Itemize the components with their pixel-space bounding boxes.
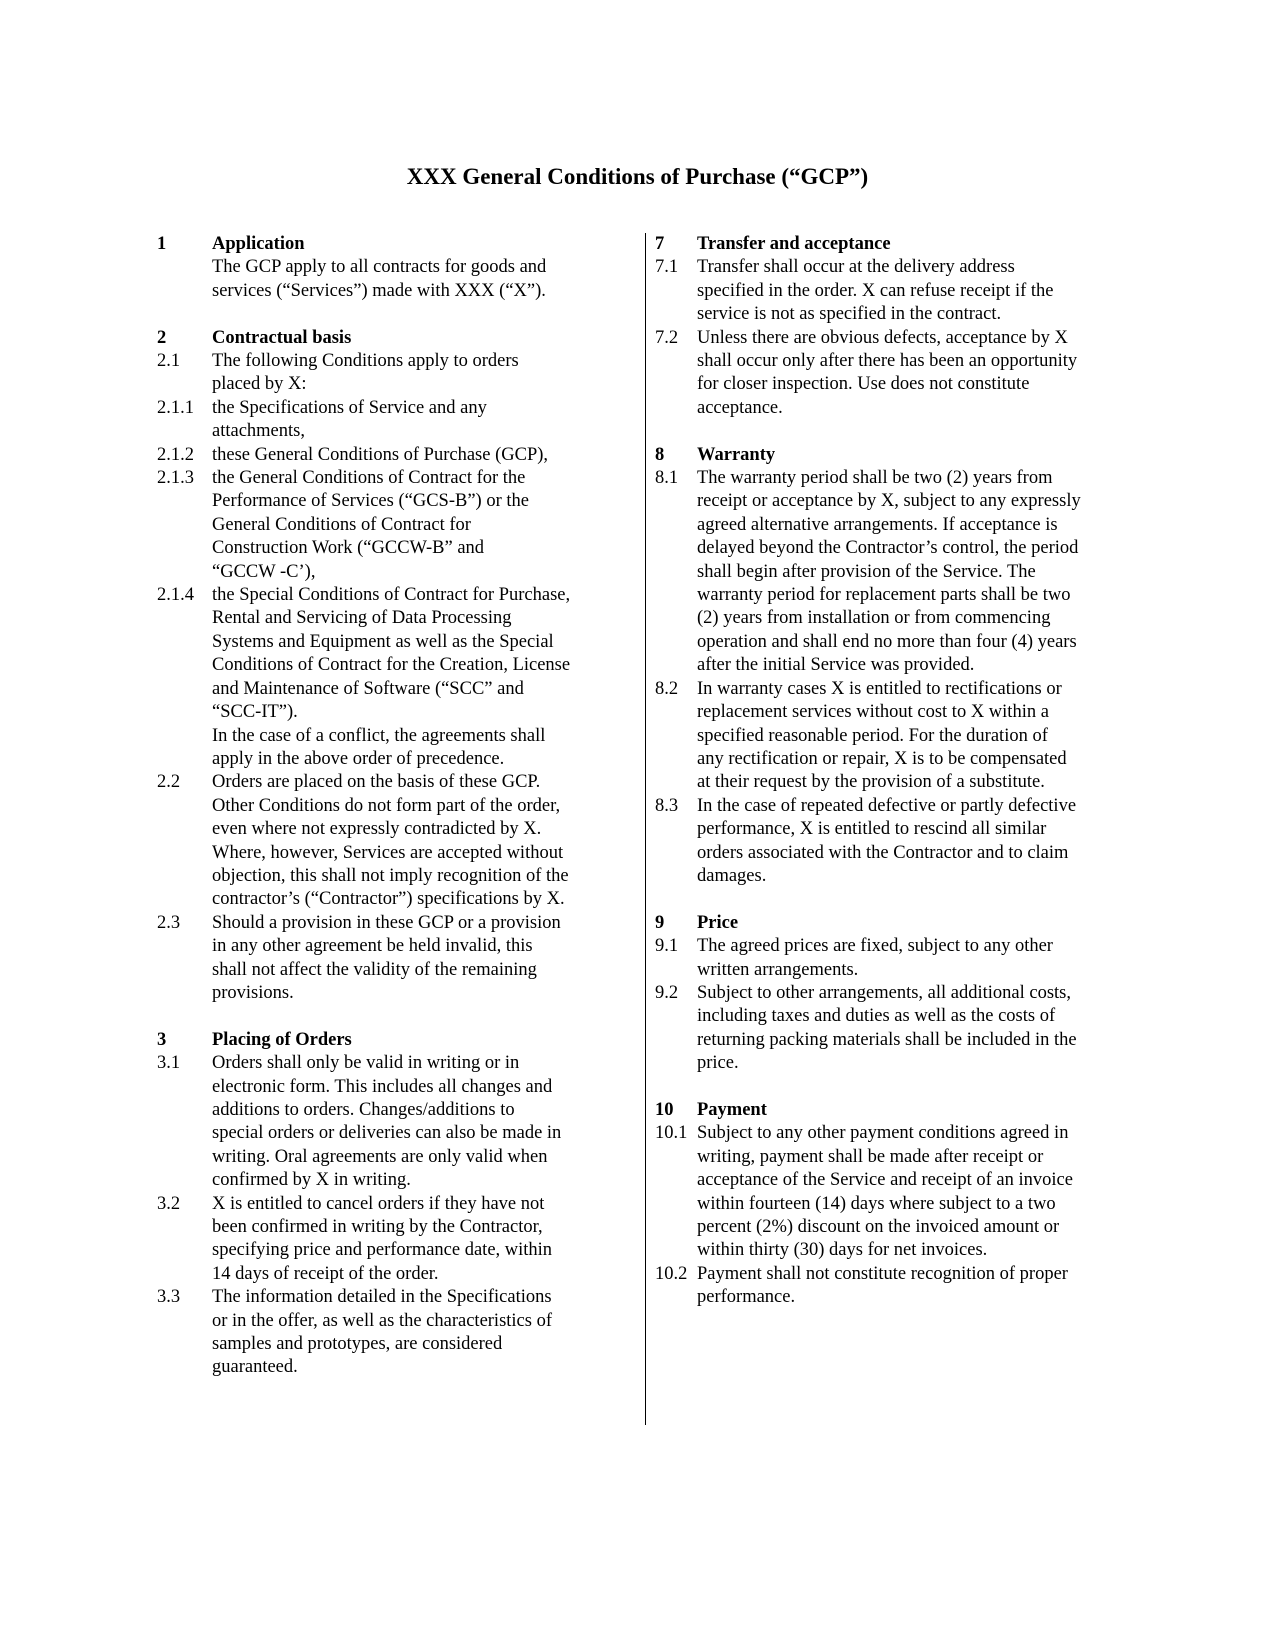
clause-line: service is not as specified in the contract. [697, 304, 1002, 325]
clause-text [212, 912, 627, 1006]
clause-line: provisions. [212, 982, 294, 1003]
clause-line: The agreed prices are fixed, subject to any other [697, 936, 1053, 957]
clause-text [212, 350, 627, 397]
clause-number: 2.1.3 [157, 468, 194, 489]
clause-number: 2.3 [157, 912, 181, 933]
section-heading-text: Transfer and acceptance [697, 234, 891, 254]
clause-line: orders associated with the Contractor and to claim [697, 842, 1069, 863]
clause-line: X is entitled to cancel orders if they have not [212, 1193, 545, 1214]
clause-text [212, 256, 627, 303]
section-heading-text: Warranty [697, 444, 776, 465]
clause-line: “SCC-IT”). [212, 702, 298, 723]
clause-text [697, 678, 1125, 795]
clause-text [212, 397, 627, 444]
clause-line: acceptance of the Service and receipt of an invoice [697, 1170, 1073, 1191]
clause-line: replacement services without cost to X within a [697, 702, 1049, 723]
clause-line: percent (2%) discount on the invoiced amount or [697, 1217, 1060, 1238]
clause-line: special orders or deliveries can also be made in [212, 1123, 562, 1144]
clause-line: objection, this shall not imply recognition of the [212, 865, 569, 886]
clause [157, 350, 627, 397]
clause-line: damages. [697, 865, 767, 886]
clause-line: specified in the order. X can refuse receipt if the [697, 280, 1054, 301]
clause-line: these General Conditions of Purchase (GCP), [212, 444, 549, 465]
clause-line: Subject to any other payment conditions agreed in [697, 1123, 1069, 1144]
section-heading [157, 327, 627, 350]
clause-line: In the case of repeated defective or partly defective [697, 795, 1077, 816]
section-heading [157, 1029, 627, 1052]
right-column [655, 233, 1125, 1333]
clause-line: The GCP apply to all contracts for goods and [212, 257, 547, 278]
clause-number: 2.1 [157, 351, 181, 372]
section-heading-text: Application [212, 234, 305, 254]
clause-line: writing, payment shall be made after receipt or [697, 1146, 1044, 1167]
clause [655, 256, 1125, 326]
document-title: XXX General Conditions of Purchase (“GCP”) [406, 164, 869, 189]
clause-text [212, 1052, 627, 1192]
clause-text [697, 327, 1125, 421]
clause-line: The warranty period shall be two (2) years from [697, 468, 1053, 489]
clause-line: In warranty cases X is entitled to rectifications or [697, 678, 1062, 699]
clause-line: or in the offer, as well as the characteristics of [212, 1310, 553, 1331]
clause-line: Subject to other arrangements, all additional costs, [697, 982, 1072, 1003]
clause-text [697, 982, 1125, 1076]
clause [157, 256, 627, 303]
clause-number: 2.1.4 [157, 585, 194, 606]
clause-line: Systems and Equipment as well as the Special [212, 631, 554, 652]
clause-line: price. [697, 1053, 739, 1074]
clause-line: within thirty (30) days for net invoices. [697, 1240, 988, 1261]
clause-line: even where not expressly contradicted by X. [212, 819, 542, 840]
clause-line: for closer inspection. Use does not constitute [697, 374, 1030, 395]
clause-number: 10.2 [655, 1263, 688, 1284]
clause-line: The following Conditions apply to orders [212, 351, 519, 372]
section-number: 1 [157, 234, 167, 254]
clause-line: Where, however, Services are accepted without [212, 842, 564, 863]
clause-line: 14 days of receipt of the order. [212, 1263, 439, 1284]
clause-line: any rectification or repair, X is to be compensated [697, 748, 1067, 769]
clause-line: performance, X is entitled to rescind all similar [697, 819, 1047, 840]
clause [655, 327, 1125, 421]
clause-text [697, 1122, 1125, 1262]
clause [655, 935, 1125, 982]
clause-line: confirmed by X in writing. [212, 1170, 411, 1191]
clause-line: delayed beyond the Contractor’s control, the period [697, 538, 1079, 559]
clause-line: samples and prototypes, are considered [212, 1334, 503, 1355]
clause-line: shall occur only after there has been an opportunity [697, 351, 1078, 372]
section-number: 2 [157, 327, 167, 348]
clause-text [697, 795, 1125, 889]
section [157, 327, 627, 1006]
clause-number: 10.1 [655, 1123, 688, 1144]
section-number: 9 [655, 912, 665, 933]
clause-line: shall begin after provision of the Service. The [697, 561, 1036, 582]
section-heading [157, 233, 627, 256]
clause-line: “GCCW -C’), [212, 561, 316, 582]
section [655, 233, 1125, 420]
section [157, 1029, 627, 1380]
clause-number: 8.3 [655, 795, 679, 816]
clause-number: 2.1.1 [157, 397, 194, 418]
section-heading [655, 233, 1125, 256]
section-heading [655, 444, 1125, 467]
clause-line: In the case of a conflict, the agreements shall [212, 725, 546, 746]
section-heading [655, 1099, 1125, 1122]
clause-line: electronic form. This includes all changes and [212, 1076, 553, 1097]
clause [157, 584, 627, 771]
section-heading-text: Contractual basis [212, 327, 352, 348]
clause-line: writing. Oral agreements are only valid when [212, 1146, 548, 1167]
clause-line: services (“Services”) made with XXX (“X”). [212, 280, 546, 301]
clause-line: operation and shall end no more than four (4) years [697, 631, 1077, 652]
clause-line: Payment shall not constitute recognition of proper [697, 1263, 1068, 1284]
clause-line: Unless there are obvious defects, acceptance by X [697, 327, 1068, 348]
clause-line: written arrangements. [697, 959, 859, 980]
clause-line: Transfer shall occur at the delivery address [697, 257, 1015, 278]
clause-line: Orders are placed on the basis of these GCP. [212, 772, 541, 793]
clause-number: 7.2 [655, 327, 679, 348]
clause-line: The information detailed in the Specifications [212, 1287, 552, 1308]
clause-line: performance. [697, 1287, 796, 1308]
section-heading-text: Placing of Orders [212, 1029, 352, 1050]
clause-line: Construction Work (“GCCW-B” and [212, 538, 485, 559]
clause [655, 678, 1125, 795]
clause-line: receipt or acceptance by X, subject to any expressly [697, 491, 1081, 512]
clause-line: apply in the above order of precedence. [212, 748, 505, 769]
clause [157, 444, 627, 467]
clause [655, 1122, 1125, 1262]
clause-line: agreed alternative arrangements. If acceptance is [697, 514, 1058, 535]
clause-text [212, 1193, 627, 1287]
clause-line: specifying price and performance date, within [212, 1240, 553, 1261]
clause-text [697, 467, 1125, 678]
clause-line: Performance of Services (“GCS-B”) or the [212, 491, 529, 512]
clause-line: warranty period for replacement parts shall be two [697, 585, 1071, 606]
clause [157, 1286, 627, 1380]
clause-line: Rental and Servicing of Data Processing [212, 608, 512, 629]
clause-number: 2.1.2 [157, 444, 194, 465]
clause [655, 1263, 1125, 1310]
clause [157, 397, 627, 444]
clause-number: 3.2 [157, 1193, 181, 1214]
clause-number: 7.1 [655, 257, 679, 278]
clause-line: specified reasonable period. For the duration of [697, 725, 1048, 746]
clause-line: after the initial Service was provided. [697, 655, 975, 676]
section-heading [655, 912, 1125, 935]
clause [157, 912, 627, 1006]
section [655, 912, 1125, 1076]
clause-line: placed by X: [212, 374, 307, 395]
clause-line: acceptance. [697, 397, 783, 418]
clause-number [157, 256, 212, 303]
section-number: 7 [655, 234, 665, 254]
clause-number: 2.2 [157, 772, 181, 793]
clause-line: Other Conditions do not form part of the order, [212, 795, 561, 816]
clause-line: Orders shall only be valid in writing or in [212, 1053, 520, 1074]
clause-line: additions to orders. Changes/additions to [212, 1100, 515, 1120]
section [655, 1099, 1125, 1310]
clause-line: attachments, [212, 421, 305, 442]
clause [157, 467, 627, 584]
clause-line: (2) years from installation or from commencing [697, 608, 1051, 629]
clause [157, 1193, 627, 1287]
clause-line: returning packing materials shall be included in the [697, 1029, 1077, 1050]
clause-line: in any other agreement be held invalid, this [212, 936, 533, 957]
clause-line: been confirmed in writing by the Contractor, [212, 1217, 543, 1238]
clause-line: within fourteen (14) days where subject to a two [697, 1193, 1056, 1214]
clause-text [212, 467, 627, 584]
column-divider [645, 233, 646, 1425]
section-heading-text: Payment [697, 1099, 767, 1120]
clause-text [697, 256, 1125, 326]
clause-line: the Special Conditions of Contract for Purchase, [212, 585, 571, 606]
clause-number: 3.1 [157, 1053, 181, 1074]
clause-line: the Specifications of Service and any [212, 397, 487, 418]
clause [157, 771, 627, 911]
clause-text [212, 771, 627, 911]
clause-number: 8.2 [655, 678, 679, 699]
clause-number: 8.1 [655, 468, 679, 489]
section-number: 3 [157, 1029, 167, 1050]
clause-text [697, 1263, 1125, 1310]
clause [655, 982, 1125, 1076]
clause [655, 795, 1125, 889]
clause-number: 9.2 [655, 982, 679, 1003]
left-column [157, 233, 627, 1403]
clause-line: at their request by the provision of a substitute. [697, 772, 1045, 793]
clause-line: guaranteed. [212, 1357, 298, 1378]
section-number: 10 [655, 1099, 674, 1120]
clause-text [697, 935, 1125, 982]
clause-text [212, 1286, 627, 1380]
section-heading-text: Price [697, 912, 739, 933]
clause-number: 3.3 [157, 1287, 181, 1308]
clause-line: Should a provision in these GCP or a provision [212, 912, 561, 933]
clause-text [212, 584, 627, 771]
clause-line: Conditions of Contract for the Creation, License [212, 655, 571, 676]
section [655, 444, 1125, 889]
clause-text [212, 444, 627, 467]
clause-line: General Conditions of Contract for [212, 514, 471, 535]
clause [655, 467, 1125, 678]
clause-line: including taxes and duties as well as the costs of [697, 1006, 1056, 1027]
clause-line: the General Conditions of Contract for the [212, 468, 526, 489]
clause-line: shall not affect the validity of the remaining [212, 959, 537, 980]
clause-number: 9.1 [655, 936, 679, 957]
clause-line: and Maintenance of Software (“SCC” and [212, 678, 524, 699]
section [157, 233, 627, 303]
clause [157, 1052, 627, 1192]
clause-line: contractor’s (“Contractor”) specifications by X. [212, 889, 565, 910]
section-number: 8 [655, 444, 665, 465]
